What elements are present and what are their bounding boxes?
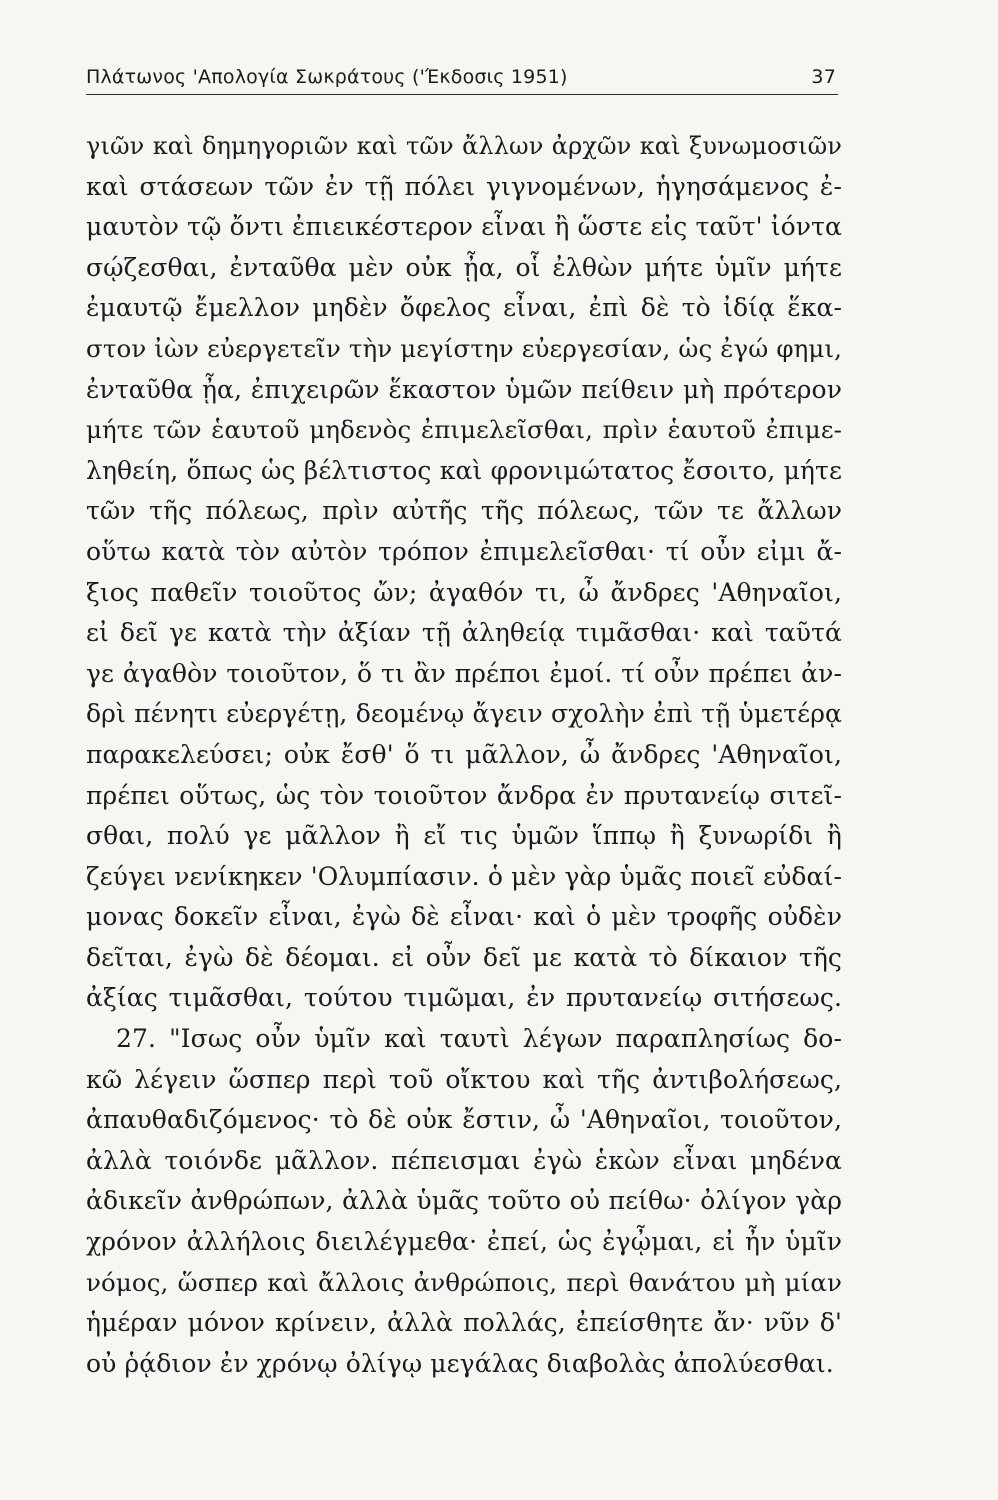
header-title: Πλάτωνος 'Απολογία Σωκράτους ('Έκδοσις 1951) (86, 66, 568, 88)
text-line: γε ἀγαθὸν τοιοῦτον, ὅ τι ἂν πρέποι ἐμοί. τί οὖν πρέπει ἀν- (86, 658, 842, 688)
text-line: δρὶ πένητι εὐεργέτῃ, δεομένῳ ἄγειν σχολὴν ἐπὶ τῇ ὑμετέρᾳ (86, 699, 842, 729)
text-line: οὐ ῥᾴδιον ἐν χρόνῳ ὀλίγῳ μεγάλας διαβολὰς ἀπολύεσθαι. (86, 1348, 834, 1378)
text-line: καὶ στάσεων τῶν ἐν τῇ πόλει γιγνομένων, ἡγησάμενος ἐ- (86, 171, 842, 201)
body-text (86, 126, 842, 1384)
text-line: στον ἰὼν εὐεργετεῖν τὴν μεγίστην εὐεργεσίαν, ὡς ἐγώ φημι, (86, 333, 842, 363)
text-line: ἀλλὰ τοιόνδε μᾶλλον. πέπεισμαι ἐγὼ ἑκὼν εἶναι μηδένα (86, 1145, 842, 1175)
text-line: ἐνταῦθα ᾖα, ἐπιχειρῶν ἕκαστον ὑμῶν πείθειν μὴ πρότερον (86, 374, 842, 404)
text-line: εἰ δεῖ γε κατὰ τὴν ἀξίαν τῇ ἀληθείᾳ τιμᾶσθαι· καὶ ταῦτά (86, 618, 842, 648)
text-line: μονας δοκεῖν εἶναι, ἐγὼ δὲ εἶναι· καὶ ὁ μὲν τροφῆς οὐδὲν (86, 902, 842, 932)
text-line: ἀπαυθαδιζόμενος· τὸ δὲ οὐκ ἔστιν, ὦ 'Αθηναῖοι, τοιοῦτον, (86, 1105, 842, 1135)
text-line: οὕτω κατὰ τὸν αὐτὸν τρόπον ἐπιμελεῖσθαι· τί οὖν εἰμι ἄ- (86, 536, 842, 566)
text-line: κῶ λέγειν ὥσπερ περὶ τοῦ οἴκτου καὶ τῆς ἀντιβολήσεως, (86, 1064, 842, 1094)
text-line: ξιος παθεῖν τοιοῦτος ὤν; ἀγαθόν τι, ὦ ἄνδρες 'Αθηναῖοι, (86, 577, 842, 607)
page-number: 37 (811, 66, 836, 88)
text-line: δεῖται, ἐγὼ δὲ δέομαι. εἰ οὖν δεῖ με κατὰ τὸ δίκαιον τῆς (86, 942, 842, 972)
text-line: ληθείη, ὅπως ὡς βέλτιστος καὶ φρονιμώτατος ἔσοιτο, μήτε (86, 455, 842, 485)
running-header (86, 66, 838, 95)
text-line: ζεύγει νενίκηκεν 'Ολυμπίασιν. ὁ μὲν γὰρ ὑμᾶς ποιεῖ εὐδαί- (86, 861, 842, 891)
text-line: μαυτὸν τῷ ὄντι ἐπιεικέστερον εἶναι ἢ ὥστε εἰς ταῦτ' ἰόντα (86, 212, 842, 242)
text-line: πρέπει οὕτως, ὡς τὸν τοιοῦτον ἄνδρα ἐν πρυτανείῳ σιτεῖ- (86, 780, 842, 810)
text-line: ἀξίας τιμᾶσθαι, τούτου τιμῶμαι, ἐν πρυτανείῳ σιτήσεως. (86, 983, 842, 1013)
paragraph-start-line: 27. "Ισως οὖν ὑμῖν καὶ ταυτὶ λέγων παραπλησίως δο- (116, 1024, 842, 1054)
text-line: ἀδικεῖν ἀνθρώπων, ἀλλὰ ὑμᾶς τοῦτο οὐ πείθω· ὀλίγον γὰρ (86, 1186, 842, 1216)
text-line: ἡμέραν μόνον κρίνειν, ἀλλὰ πολλάς, ἐπείσθητε ἄν· νῦν δ' (86, 1308, 842, 1338)
text-line: νόμος, ὥσπερ καὶ ἄλλοις ἀνθρώποις, περὶ θανάτου μὴ μίαν (86, 1267, 842, 1297)
text-line: παρακελεύσει; οὐκ ἔσθ' ὅ τι μᾶλλον, ὦ ἄνδρες 'Αθηναῖοι, (86, 739, 842, 769)
text-line: σθαι, πολύ γε μᾶλλον ἢ εἴ τις ὑμῶν ἵππῳ ἢ ξυνωρίδι ἢ (86, 821, 842, 851)
text-line: χρόνον ἀλλήλοις διειλέγμεθα· ἐπεί, ὡς ἐγᾦμαι, εἰ ἦν ὑμῖν (86, 1227, 842, 1257)
text-line: τῶν τῆς πόλεως, πρὶν αὐτῆς τῆς πόλεως, τῶν τε ἄλλων (86, 496, 842, 526)
text-line: μήτε τῶν ἑαυτοῦ μηδενὸς ἐπιμελεῖσθαι, πρὶν ἑαυτοῦ ἐπιμε- (86, 415, 842, 445)
text-line: γιῶν καὶ δημηγοριῶν καὶ τῶν ἄλλων ἀρχῶν καὶ ξυνωμοσιῶν (86, 132, 842, 160)
text-line: σῴζεσθαι, ἐνταῦθα μὲν οὐκ ᾖα, οἷ ἐλθὼν μήτε ὑμῖν μήτε (86, 252, 842, 282)
text-line: ἐμαυτῷ ἔμελλον μηδὲν ὄφελος εἶναι, ἐπὶ δὲ τὸ ἰδίᾳ ἕκα- (86, 293, 842, 323)
